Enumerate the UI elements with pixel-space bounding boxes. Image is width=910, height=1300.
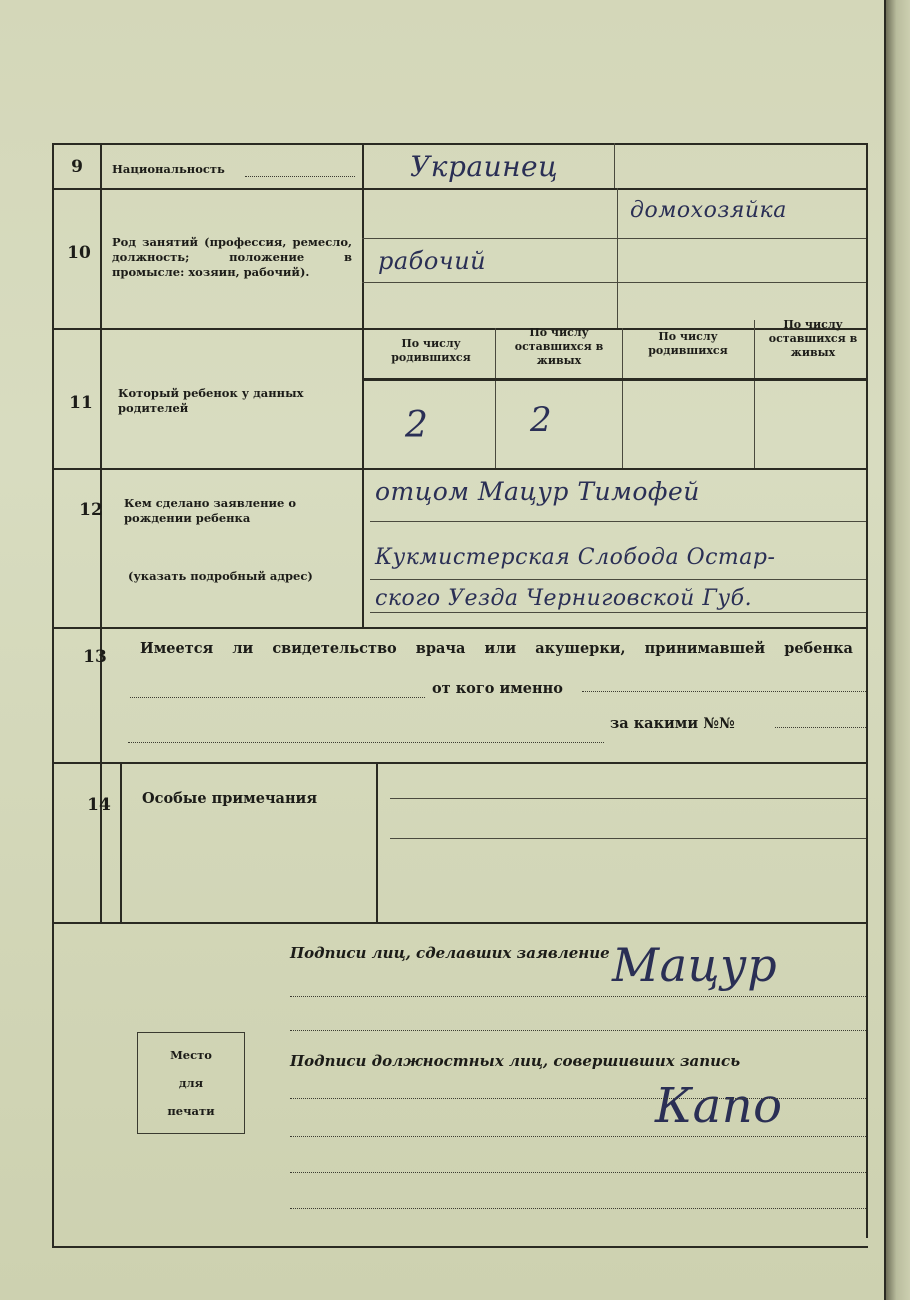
row-10-rule-2 — [362, 282, 866, 283]
officials-line-4 — [290, 1208, 866, 1209]
row-10-father-value: рабочий — [378, 247, 487, 275]
row-13-leader-1 — [130, 697, 425, 698]
applicants-line-1 — [290, 996, 866, 997]
row-12-rule-2 — [370, 579, 866, 580]
frame-top — [52, 143, 868, 145]
row-10-rule-1 — [362, 238, 866, 239]
row-12-rule-1 — [370, 521, 866, 522]
officials-line-2 — [290, 1136, 866, 1137]
applicants-signature-label: Подписи лиц, сделавших заявление — [290, 944, 610, 962]
row-9-leader — [245, 176, 355, 177]
row-9-label: Национальность — [112, 162, 225, 176]
stamp-place-box — [137, 1032, 245, 1134]
row-10-number: 10 — [67, 243, 91, 263]
applicants-line-2 — [290, 1030, 866, 1031]
row-13-which-nums: за какими №№ — [610, 715, 735, 732]
officials-line-1 — [290, 1098, 866, 1099]
row-12-address-label: (указать подробный адрес) — [128, 569, 313, 583]
row-11-label: Который ребенок у данных родителей — [118, 386, 304, 415]
row-11-number: 11 — [69, 393, 93, 413]
row-14-rule-2 — [390, 838, 866, 839]
frame-right — [866, 143, 868, 1238]
row-11-col-alive-1: По числу оставшихся в живых — [514, 326, 604, 367]
frame-bottom — [52, 1246, 868, 1248]
row-9-number: 9 — [71, 157, 83, 177]
row-9-bottom — [52, 188, 868, 190]
row-14-bottom — [52, 922, 868, 924]
row-13-leader-3 — [128, 742, 604, 743]
row-13-from-whom: от кого именно — [432, 680, 563, 697]
row-11-born-value: 2 — [405, 405, 429, 446]
row-13-number: 13 — [83, 647, 107, 667]
officials-line-3 — [290, 1172, 866, 1173]
row-13-leader-2 — [582, 691, 866, 692]
row-14-number-divider — [120, 762, 122, 922]
row-14-divider — [376, 762, 378, 922]
row-11-divider-1 — [495, 328, 496, 468]
row-12-line-2: Кукмистерская Слобода Остар- — [375, 545, 776, 570]
row-11-col-born-2: По числу родившихся — [648, 330, 728, 357]
row-12-line-1: отцом Мацур Тимофей — [375, 477, 700, 506]
row-10-label: Род занятий (профессия, ремесло, должность; положение в промысле: хозяин, рабочий). — [112, 235, 352, 279]
adjacent-page-edge — [884, 0, 910, 1300]
row-12-number: 12 — [79, 500, 103, 520]
row-9-value: Украинец — [410, 150, 559, 183]
label-column-divider — [362, 143, 364, 628]
row-11-bottom — [52, 468, 868, 470]
officials-signature-label: Подписи должностных лиц, совершивших запись — [290, 1052, 741, 1070]
row-13-leader-4 — [775, 727, 866, 728]
row-12-bottom — [52, 627, 868, 629]
row-11-header-rule — [362, 378, 866, 381]
applicant-signature: Мацур — [612, 938, 778, 992]
official-signature: Капо — [655, 1078, 783, 1134]
row-11-col-born-1: По числу родившихся — [391, 337, 471, 364]
row-12-rule-3 — [370, 612, 866, 613]
row-11-alive-value: 2 — [530, 400, 553, 440]
stamp-place-label: Место для печати — [167, 1048, 215, 1118]
row-10-divider — [617, 188, 618, 328]
row-9-divider — [614, 143, 615, 188]
frame-left — [52, 143, 54, 1248]
row-14-label: Особые примечания — [142, 790, 318, 807]
row-12-line-3: ского Уезда Черниговской Губ. — [375, 586, 753, 611]
row-11-divider-2 — [622, 328, 623, 468]
row-13-text: Имеется ли свидетельство врача или акушерки, принимавшей ребенка — [140, 640, 853, 657]
row-14-number: 14 — [87, 795, 111, 815]
row-14-rule-1 — [390, 798, 866, 799]
row-11-divider-3 — [754, 320, 755, 468]
row-12-label: Кем сделано заявление о рождении ребенка — [124, 496, 297, 525]
row-11-col-alive-2: По числу оставшихся в живых — [768, 318, 858, 359]
row-13-bottom — [52, 762, 868, 764]
row-10-mother-value: домохозяйка — [630, 198, 787, 223]
